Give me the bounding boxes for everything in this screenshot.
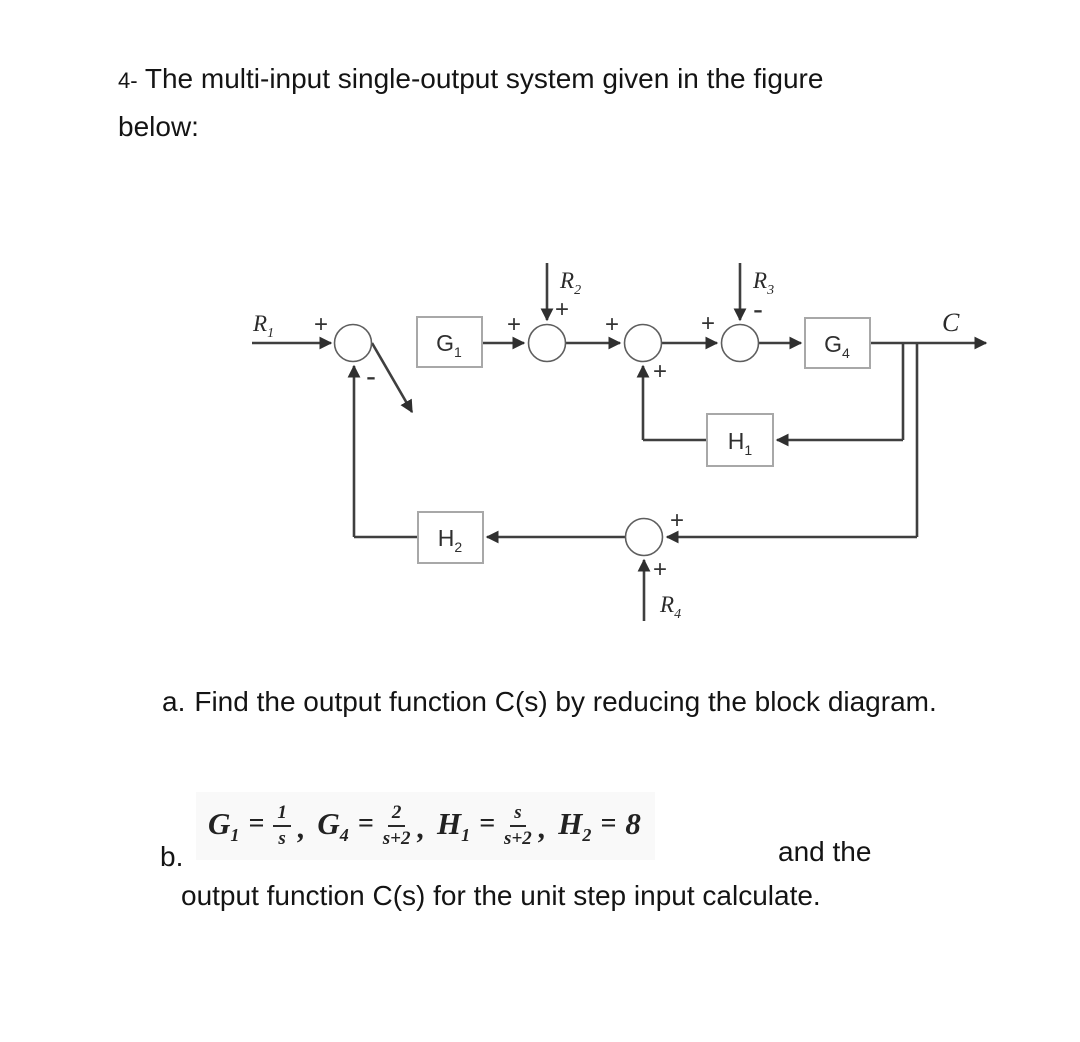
title-line-2: below: xyxy=(118,111,199,142)
sign-j1-feedback: - xyxy=(366,360,376,393)
equals-sign: = xyxy=(357,807,374,839)
item-a-marker: a. xyxy=(162,686,186,717)
sign-j2-input: + xyxy=(506,311,522,338)
summing-junction-1 xyxy=(335,325,372,362)
item-a-text: Find the output function C(s) by reducing the block diagram. xyxy=(194,686,937,717)
formula-separator: , xyxy=(297,811,306,845)
sign-j3-input: + xyxy=(604,311,620,338)
formula-separator: , xyxy=(538,811,547,845)
fraction-h1: $\frac{s}{s+2}$ xyxy=(504,802,532,849)
formula-separator: , xyxy=(417,811,425,845)
fraction-g1: $\frac{1}{s}$ xyxy=(273,802,291,850)
formula-h2-value: 8 xyxy=(625,805,641,841)
problem-number: 4- xyxy=(118,68,138,93)
sign-j4-r3: - xyxy=(753,293,763,326)
formula-g4-name: $G_4$ xyxy=(317,805,349,846)
item-b-formula xyxy=(196,792,655,860)
summing-junction-5 xyxy=(626,519,663,556)
input-r3-label: $R_3$ xyxy=(753,268,775,298)
sign-j3-feedback: + xyxy=(652,358,668,385)
formula-term-h2 xyxy=(558,805,641,846)
input-r4-label: $R_4$ xyxy=(660,592,682,622)
sign-j5-input: + xyxy=(669,507,685,534)
equals-sign: = xyxy=(248,807,265,839)
equals-sign: = xyxy=(479,807,496,839)
formula-h1-name: $H_1$ xyxy=(436,805,471,846)
sign-j2-r2: + xyxy=(554,296,570,323)
wire-j1-to-g1 xyxy=(372,343,412,412)
item-b-line2: output function C(s) for the unit step input calculate. xyxy=(181,880,821,911)
item-b-suffix: and the xyxy=(778,836,872,867)
sign-j4-input: + xyxy=(700,310,716,337)
block-h1-label: $H_1$ xyxy=(727,428,753,458)
block-h2-label: $H_2$ xyxy=(437,525,463,555)
summing-junction-4 xyxy=(722,325,759,362)
formula-g1-name: $G_1$ xyxy=(208,805,240,846)
summing-junction-2 xyxy=(529,325,566,362)
item-a xyxy=(162,686,937,718)
formula-term-g4 xyxy=(317,800,410,848)
block-g1-label: $G_1$ xyxy=(436,330,462,360)
sign-j1-input: + xyxy=(313,311,329,338)
fraction-g4: $\frac{2}{s+2}$ xyxy=(382,802,411,849)
formula-term-h1 xyxy=(437,800,532,848)
equals-sign: = xyxy=(600,807,617,839)
input-r1-label: $R_1$ xyxy=(253,311,275,341)
item-b-marker: b. xyxy=(160,841,184,872)
formula-h2-name: $H_2$ xyxy=(558,805,592,846)
title-text: The multi-input single-output system given in the figure xyxy=(144,63,824,94)
summing-junction-3 xyxy=(625,325,662,362)
block-g4-label: $G_4$ xyxy=(824,331,850,361)
formula-term-g1 xyxy=(208,800,291,848)
output-c-label: C xyxy=(942,308,960,337)
input-r2-label: $R_2$ xyxy=(560,268,582,298)
sign-j5-r4: + xyxy=(652,556,668,583)
